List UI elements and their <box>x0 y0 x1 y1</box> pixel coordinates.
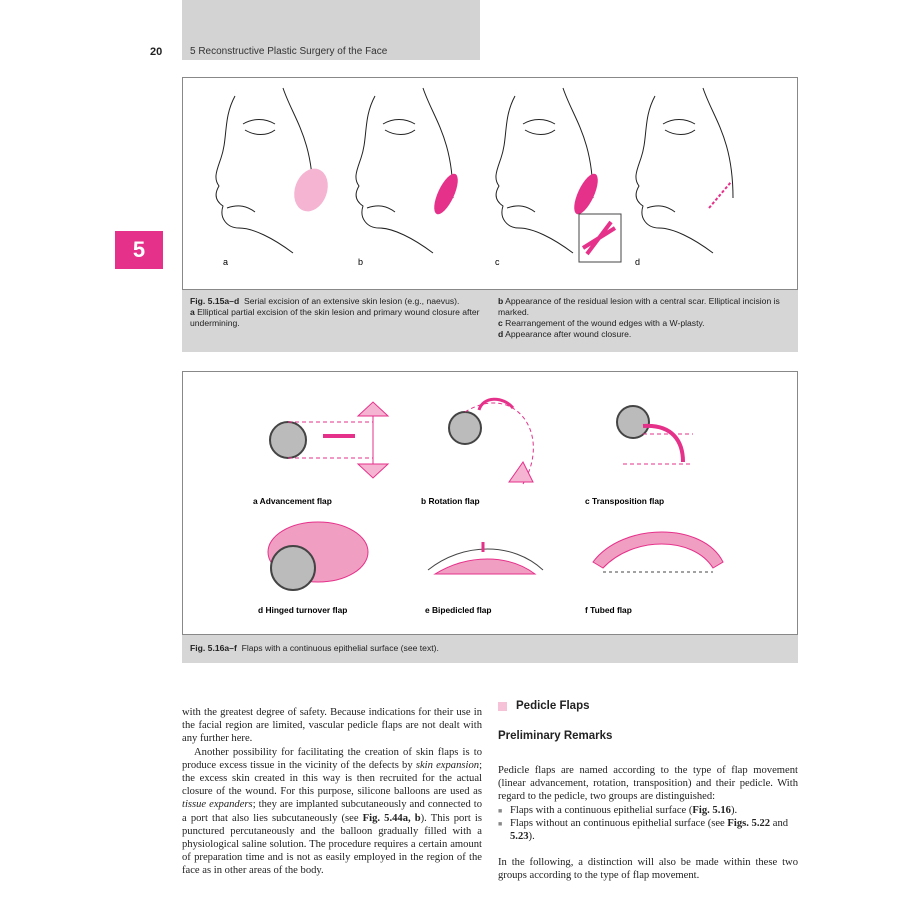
face-illustrations <box>183 78 797 289</box>
face-c <box>496 88 593 253</box>
panel-label-a: a <box>223 257 229 267</box>
page-number: 20 <box>150 46 163 58</box>
label-rotation-flap: b Rotation flap <box>421 496 480 506</box>
face-d <box>636 88 733 253</box>
caption-item-b: Appearance of the residual lesion with a central scar. Elliptical incision is marked. <box>498 296 780 317</box>
label-hinged-turnover-flap: d Hinged turnover flap <box>258 605 348 615</box>
label-tubed-flap: f Tubed flap <box>585 605 632 615</box>
caption-label-c: c <box>498 318 503 328</box>
right-paragraph-2: In the following, a distinction will also be made within these two groups according to the type of flap movement. <box>498 857 798 882</box>
label-transposition-flap: c Transposition flap <box>585 496 665 506</box>
caption-text-516: Flaps with a continuous epithelial surface (see text). <box>241 643 439 653</box>
flap-diagrams <box>183 372 797 634</box>
caption-label-d: d <box>498 329 504 339</box>
list-item: ■ Flaps with a continuous epithelial surface (Fig. 5.16). <box>498 804 798 817</box>
panel-label-c: c <box>495 257 500 267</box>
list-item: ■ Flaps without an continuous epithelial surface (see Figs. 5.22 and 5.23). <box>498 817 798 843</box>
panel-label-d: d <box>635 257 641 267</box>
heading-pedicle-flaps: Pedicle Flaps <box>516 700 590 712</box>
residual-lesion <box>569 171 602 218</box>
advancement-flap <box>270 402 388 478</box>
partial-excision <box>429 171 462 218</box>
bipedicled-flap <box>428 542 543 574</box>
wound-closure <box>709 182 731 208</box>
heading-marker <box>498 702 507 711</box>
skin-lesion <box>288 164 333 216</box>
caption-item-c: Rearrangement of the wound edges with a W-plasty. <box>505 318 705 328</box>
heading-preliminary-remarks: Preliminary Remarks <box>498 730 613 742</box>
chapter-tab: 5 <box>115 231 163 269</box>
hinged-turnover-flap <box>268 522 368 590</box>
right-column <box>498 764 798 883</box>
left-paragraph-1: with the greatest degree of safety. Because indications for their use in the facial region are limited, vascular pedicle flaps are not dealt with any further here. <box>182 707 482 745</box>
running-title: 5 Reconstructive Plastic Surgery of the Face <box>190 46 388 57</box>
caption-item-a: Elliptical partial excision of the skin lesion and primary wound closure after undermining. <box>190 307 480 328</box>
pedicle-groups-list <box>498 804 798 844</box>
fig-5-15-caption <box>182 290 798 352</box>
caption-title: Fig. 5.15a–d <box>190 296 240 306</box>
fig-5-16-caption <box>182 635 798 663</box>
rotation-flap <box>449 399 533 484</box>
caption-item-d: Appearance after wound closure. <box>505 329 632 339</box>
label-bipedicled-flap: e Bipedicled flap <box>425 605 492 615</box>
caption-label-b: b <box>498 296 504 306</box>
figure-5-15 <box>182 77 798 290</box>
label-advancement-flap: a Advancement flap <box>253 496 332 506</box>
face-a <box>216 88 313 253</box>
figure-5-16 <box>182 371 798 635</box>
face-b <box>356 88 453 253</box>
left-paragraph-2: Another possibility for facilitating the creation of skin flaps is to produce excess tissue in the vicinity of the defects by skin expansion; the excess skin created in this way is then recruited for the actual closure of the wound. For this purpose, silicone balloons are used as tissue expanders; they are implanted subcutaneously and connected to a port that also lies subcutaneously (see Fig. 5.44a, b). This port is punctured percutaneously and the balloon gradually filled with a physiological saline solution. The procedure requires a certain amount of preparation time and is not as easily employed in the region of the face as in other areas of the body. <box>182 746 483 877</box>
caption-text: Serial excision of an extensive skin lesion (e.g., naevus). <box>243 296 460 306</box>
tubed-flap <box>593 532 723 572</box>
caption-label-a: a <box>190 307 195 317</box>
caption-title-516: Fig. 5.16a–f <box>190 643 237 653</box>
panel-label-b: b <box>358 257 364 267</box>
transposition-flap <box>617 406 693 464</box>
right-paragraph-1: Pedicle flaps are named according to the type of flap movement (linear advancement, rotation, transposition) and their pedicle. With regard to the pedicle, two groups are distinguished: <box>498 765 798 803</box>
left-column <box>182 706 482 878</box>
